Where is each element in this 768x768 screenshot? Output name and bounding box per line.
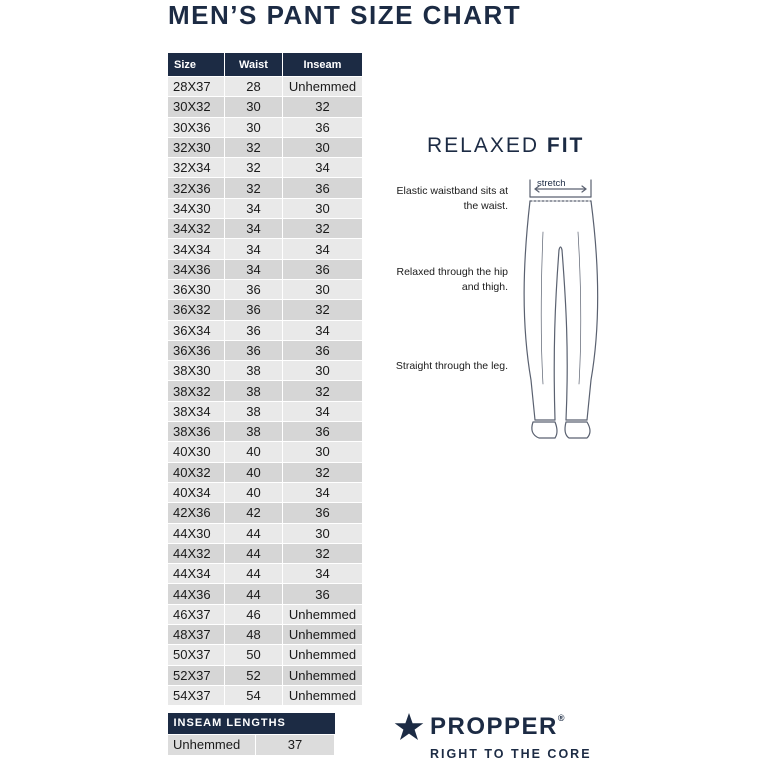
size-cell: 48X37 [168,625,225,645]
inseam-cell: 36 [283,422,363,442]
inseam-lengths-row [168,734,335,755]
callout-hip-thigh: Relaxed through the hip and thigh. [396,266,508,293]
brand-name [430,713,566,741]
inseam-length-value: 37 [256,734,335,755]
table-row [168,422,363,442]
size-cell: 50X37 [168,645,225,665]
waist-cell: 36 [225,300,283,320]
waist-cell: 38 [225,361,283,381]
waist-cell: 36 [225,320,283,340]
table-row [168,97,363,117]
inseam-cell: 30 [283,361,363,381]
table-row [168,604,363,624]
table-row [168,117,363,137]
inseam-lengths-header: INSEAM LENGTHS [168,713,335,734]
size-cell: 36X32 [168,300,225,320]
waist-cell: 32 [225,137,283,157]
inseam-cell: 34 [283,401,363,421]
inseam-cell: 36 [283,503,363,523]
waist-cell: 46 [225,604,283,624]
fit-title-light: RELAXED [427,134,540,157]
inseam-cell: 32 [283,300,363,320]
inseam-cell: 32 [283,381,363,401]
size-cell: 40X34 [168,482,225,502]
registered-mark: ® [557,713,567,723]
page-title: MEN’S PANT SIZE CHART [168,0,522,30]
inseam-lengths-table [167,713,335,756]
size-cell: 44X34 [168,564,225,584]
table-row [168,442,363,462]
table-row [168,158,363,178]
table-row [168,178,363,198]
size-cell: 38X32 [168,381,225,401]
size-table [167,52,363,706]
size-cell: 34X34 [168,239,225,259]
waist-cell: 38 [225,422,283,442]
table-row [168,685,363,705]
size-cell: 38X34 [168,401,225,421]
inseam-cell: 30 [283,137,363,157]
table-row [168,584,363,604]
waist-cell: 38 [225,381,283,401]
inseam-cell: 34 [283,320,363,340]
table-row [168,482,363,502]
size-cell: 30X36 [168,117,225,137]
waist-cell: 44 [225,523,283,543]
inseam-cell: 32 [283,97,363,117]
size-cell: 38X30 [168,361,225,381]
inseam-cell: 36 [283,178,363,198]
table-row [168,320,363,340]
waist-cell: 44 [225,543,283,563]
waist-cell: 36 [225,340,283,360]
table-row [168,564,363,584]
inseam-cell: 32 [283,462,363,482]
inseam-cell: 34 [283,564,363,584]
waist-cell: 34 [225,219,283,239]
table-row [168,645,363,665]
inseam-cell: 30 [283,279,363,299]
inseam-cell: 36 [283,340,363,360]
size-cell: 36X34 [168,320,225,340]
waist-cell: 48 [225,625,283,645]
table-row [168,503,363,523]
inseam-cell: Unhemmed [283,685,363,705]
table-row [168,665,363,685]
waist-cell: 28 [225,77,283,97]
callout-waistband: Elastic waistband sits at the waist. [396,185,508,212]
pants-outline-icon [515,172,607,442]
size-cell: 34X32 [168,219,225,239]
waist-cell: 36 [225,279,283,299]
stretch-label: stretch [537,178,566,189]
inseam-cell: 34 [283,239,363,259]
callout-leg: Straight through the leg. [395,360,508,372]
brand-logo [394,712,614,768]
brand-name-text: PROPPER [430,713,558,740]
inseam-cell: 36 [283,259,363,279]
size-cell: 54X37 [168,685,225,705]
table-row [168,625,363,645]
table-row [168,77,363,97]
waist-cell: 52 [225,665,283,685]
table-row [168,401,363,421]
waist-cell: 32 [225,178,283,198]
table-row [168,279,363,299]
waist-cell: 54 [225,685,283,705]
table-row [168,300,363,320]
waist-cell: 50 [225,645,283,665]
waist-cell: 30 [225,97,283,117]
size-cell: 36X36 [168,340,225,360]
inseam-cell: Unhemmed [283,645,363,665]
size-cell: 46X37 [168,604,225,624]
table-row [168,239,363,259]
table-row [168,259,363,279]
inseam-cell: 34 [283,158,363,178]
table-row [168,361,363,381]
inseam-cell: 34 [283,482,363,502]
inseam-cell: Unhemmed [283,665,363,685]
inseam-cell: 30 [283,198,363,218]
table-row [168,543,363,563]
inseam-length-label: Unhemmed [168,734,256,755]
inseam-cell: 32 [283,543,363,563]
brand-tagline: RIGHT TO THE CORE [430,747,592,761]
inseam-cell: 30 [283,523,363,543]
size-cell: 44X32 [168,543,225,563]
size-cell: 42X36 [168,503,225,523]
table-row [168,340,363,360]
waist-cell: 44 [225,564,283,584]
fit-title [427,134,584,158]
size-cell: 32X34 [168,158,225,178]
waist-cell: 38 [225,401,283,421]
size-cell: 40X32 [168,462,225,482]
inseam-cell: Unhemmed [283,625,363,645]
waist-cell: 40 [225,482,283,502]
inseam-cell: 36 [283,117,363,137]
inseam-column-header: Inseam [283,53,363,77]
size-cell: 38X36 [168,422,225,442]
table-row [168,219,363,239]
size-cell: 32X30 [168,137,225,157]
table-row [168,198,363,218]
waist-cell: 34 [225,239,283,259]
inseam-cell: Unhemmed [283,77,363,97]
waist-cell: 30 [225,117,283,137]
table-row [168,462,363,482]
waist-cell: 42 [225,503,283,523]
waist-cell: 32 [225,158,283,178]
size-column-header: Size [168,53,225,77]
size-cell: 40X30 [168,442,225,462]
waist-cell: 40 [225,462,283,482]
size-cell: 32X36 [168,178,225,198]
size-cell: 28X37 [168,77,225,97]
waist-cell: 34 [225,259,283,279]
size-cell: 34X36 [168,259,225,279]
table-row [168,523,363,543]
waist-cell: 44 [225,584,283,604]
inseam-cell: 30 [283,442,363,462]
table-row [168,137,363,157]
waist-column-header: Waist [225,53,283,77]
size-cell: 44X30 [168,523,225,543]
size-cell: 52X37 [168,665,225,685]
waist-cell: 34 [225,198,283,218]
size-cell: 34X30 [168,198,225,218]
inseam-cell: 32 [283,219,363,239]
fit-title-bold: FIT [546,134,585,157]
table-row [168,381,363,401]
size-cell: 36X30 [168,279,225,299]
size-cell: 30X32 [168,97,225,117]
inseam-cell: Unhemmed [283,604,363,624]
waist-cell: 40 [225,442,283,462]
size-table-body [168,77,363,706]
size-cell: 44X36 [168,584,225,604]
star-icon [394,712,424,742]
inseam-cell: 36 [283,584,363,604]
size-table-header-row [168,53,363,77]
